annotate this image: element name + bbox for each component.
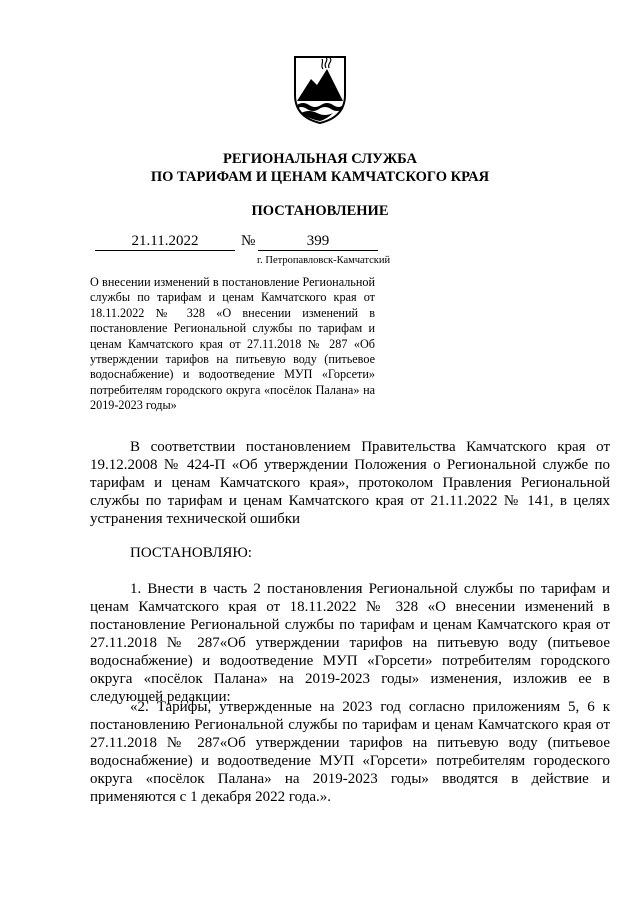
agency-title-line1: РЕГИОНАЛЬНАЯ СЛУЖБА [222,151,418,167]
item-2-paragraph: «2. Тарифы, утвержденные на 2023 год согласно приложениям 5, 6 к постановлению Региональной службы по тарифам и ценам Камчатского края от 27.11.2018 № 287«Об утверждении тарифов на питьевую воду (питьевое водоснабжение) и водоотведение МУП «Горсети» потребителям городеского округа «посёлок Палана» на 2019-2023 годы» вводятся в действие и применяются с 1 декабря 2022 года.». [90,699,610,805]
number-sign: № [241,233,256,249]
agency-title-line2: ПО ТАРИФАМ И ЦЕНАМ КАМЧАТСКОГО КРАЯ [150,169,490,185]
document-number: 399 [258,233,378,251]
item-1-paragraph: 1. Внести в часть 2 постановления Региональной службы по тарифам и ценам Камчатского края от 18.11.2022 № 328 «О внесении изменений в постановление Региональной службы по тарифам и ценам Камчатского края от 27.11.2018 № 287«Об утверждении тарифов на питьевую воду (питьевое водоснабжение) и водоотведение МУП «Горсети» потребителям городского округа «посёлок Палана» на 2019-2023 годы» изменения, изложив ее в следующей редакции: [90,581,610,705]
preamble-paragraph: В соответствии постановлением Правительства Камчатского края от 19.12.2008 № 424-П «Об утверждении Положения о Региональной службе по тарифам и ценам Камчатского края», протоколом Правления Региональной службы по тарифам и ценам Камчатского края от 21.11.2022 № 141, в целях устранения технической ошибки [90,439,610,527]
resolve-heading: ПОСТАНОВЛЯЮ: [130,545,252,561]
document-type: ПОСТАНОВЛЕНИЕ [251,203,389,219]
kamchatka-coat-of-arms-emblem [293,55,347,125]
document-subject: О внесении изменений в постановление Региональной службы по тарифам и ценам Камчатского края от 18.11.2022 № 328 «О внесении изменений в постановление Региональной службы по тарифам и ценам Камчатского края от 27.11.2018 № 287 «Об утверждении тарифов на питьевую воду (питьевое водоснабжение) и водоотведение МУП «Горсети» потребителям городского округа «посёлок Палана» на 2019-2023 годы» [90,275,375,413]
document-date: 21.11.2022 [95,233,235,251]
city-name: г. Петропавловск-Камчатский [257,255,391,266]
